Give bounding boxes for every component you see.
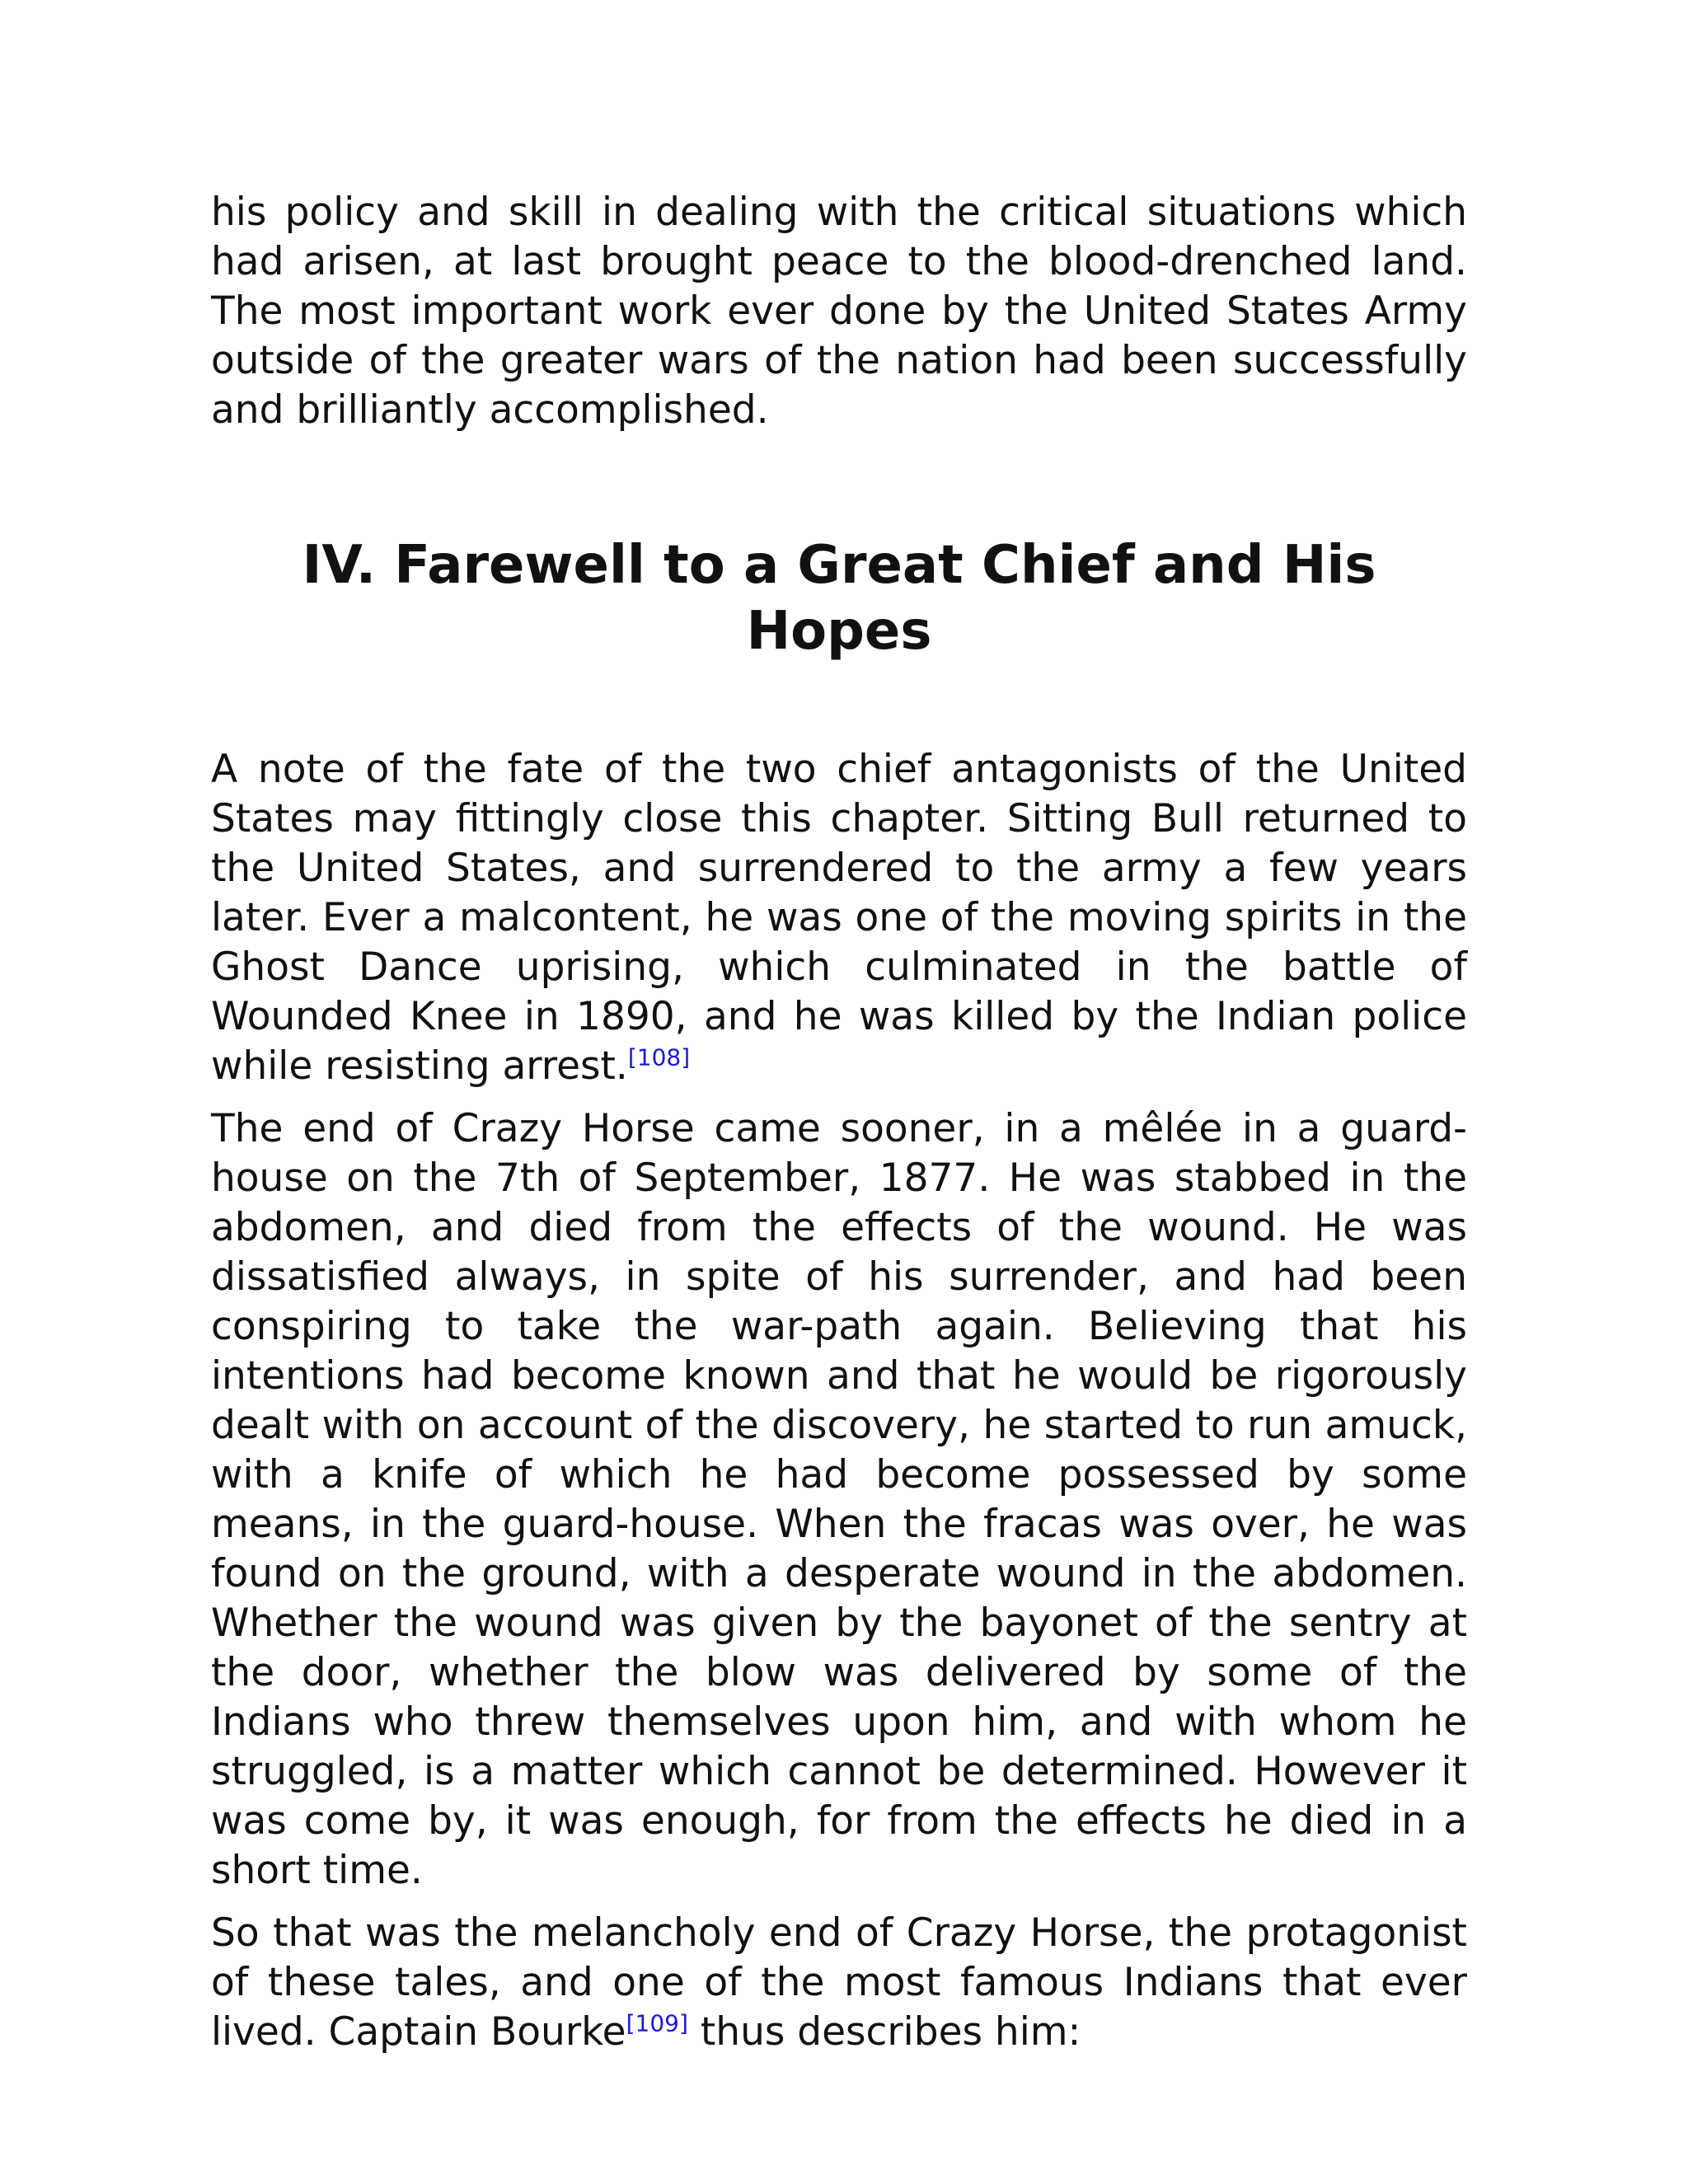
paragraph-sitting-bull xyxy=(211,745,1467,1091)
paragraph-bourke xyxy=(211,1909,1467,2057)
footnote-link-108[interactable]: [108] xyxy=(627,1043,691,1071)
footnote-link-109[interactable]: [109] xyxy=(626,2009,688,2037)
document-page xyxy=(211,188,1467,2070)
chapter-title: IV. Farewell to a Great Chief and His Hopes xyxy=(302,535,1376,662)
paragraph-crazy-horse-end: The end of Crazy Horse came sooner, in a mêlée in a guard-house on the 7th of September, 1877. He was stabbed in the abdomen, and died from the effects of the wound. He was dissatisfied always, in spite of his surrender, and had been conspiring to take the war-path again. Believing that his intentions had become known and that he would be rigorously dealt with on account of the discovery, he started to run amuck, with a knife of which he had become possessed by some means, in the guard-house. When the fracas was over, he was found on the ground, with a desperate wound in the abdomen. Whether the wound was given by the bayonet of the sentry at the door, whether the blow was delivered by some of the Indians who threw themselves upon him, and with whom he struggled, is a matter which cannot be determined. However it was come by, it was enough, for from the effects he died in a short time. xyxy=(211,1106,1467,1893)
paragraph-sitting-bull-text: A note of the fate of the two chief antagonists of the United States may fittingly close this chapter. Sitting Bull returned to the United States, and surrendered to the army a few years later. Ever a malcontent, he was one of the moving spirits in the Ghost Dance uprising, which culminated in the battle of Wounded Knee in 1890, and he was killed by the Indian police while resisting arrest. xyxy=(211,747,1467,1089)
paragraph-bourke-text-after: thus describes him: xyxy=(687,2009,1081,2055)
paragraph-bourke-text-before: So that was the melancholy end of Crazy Horse, the protagonist of these tales, and one of the most famous Indians that ever lived. Captain Bourke xyxy=(211,1910,1467,2055)
intro-paragraph: his policy and skill in dealing with the critical situations which had arisen, at last brought peace to the blood-drenched land. The most important work ever done by the United States Army outside of the greater wars of the nation had been successfully and brilliantly accomplished. xyxy=(211,190,1467,433)
